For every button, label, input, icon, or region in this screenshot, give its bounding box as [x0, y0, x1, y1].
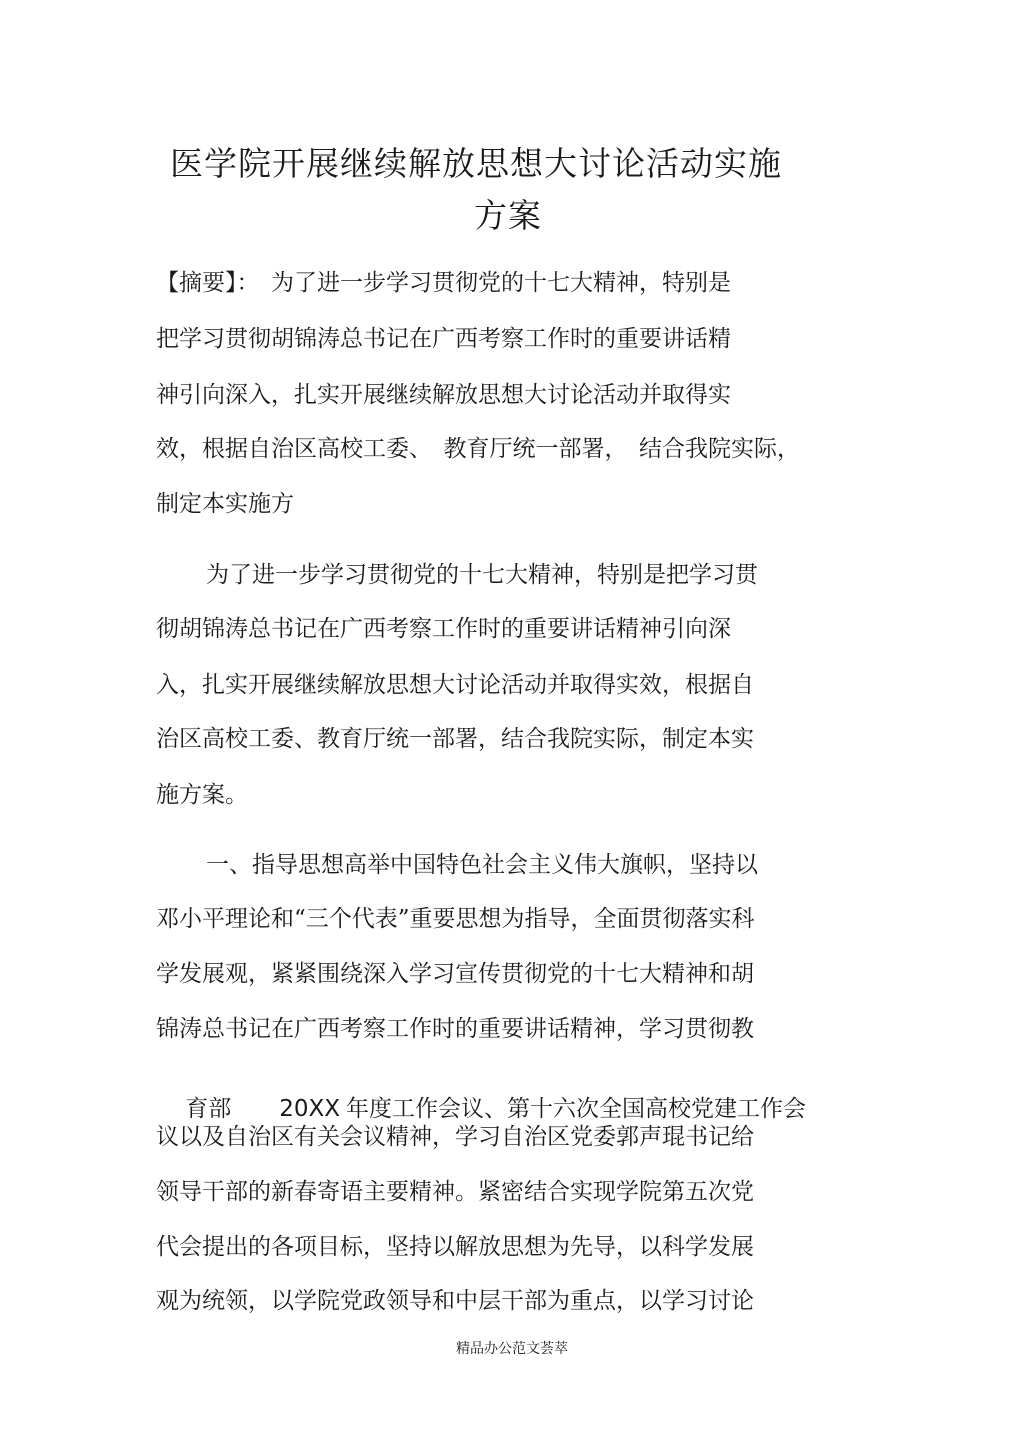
page-footer: 精品办公范文荟萃: [456, 1341, 568, 1357]
paragraph-line: 代会提出的各项目标，坚持以解放思想为先导，以科学发展: [156, 1234, 754, 1260]
paragraph-line: 议以及自治区有关会议精神，学习自治区党委郭声琨书记给: [156, 1124, 754, 1150]
abstract-line: 把学习贯彻胡锦涛总书记在广西考察工作时的重要讲话精: [156, 326, 731, 352]
paragraph-line: 入，扎实开展继续解放思想大讨论活动并取得实效，根据自: [156, 672, 754, 698]
paragraph-line: 彻胡锦涛总书记在广西考察工作时的重要讲话精神引向深: [156, 616, 731, 642]
document-title-line-1: 医学院开展继续解放思想大讨论活动实施: [170, 144, 782, 183]
paragraph-line: 为了进一步学习贯彻党的十七大精神，特别是把学习贯: [206, 562, 758, 588]
paragraph-line-rest: 年度工作会议、第十六次全国高校党建工作会: [346, 1096, 807, 1122]
paragraph-line: 领导干部的新春寄语主要精神。紧密结合实现学院第五次党: [156, 1179, 754, 1205]
paragraph-line-start: 育部: [185, 1096, 232, 1122]
paragraph-line: 施方案。: [156, 782, 248, 808]
abstract-line: 神引向深入，扎实开展继续解放思想大讨论活动并取得实: [156, 382, 731, 408]
paragraph-line: 学发展观，紧紧围绕深入学习宣传贯彻党的十七大精神和胡: [156, 961, 754, 987]
paragraph-line: 锦涛总书记在广西考察工作时的重要讲话精神，学习贯彻教: [156, 1016, 754, 1042]
abstract-line: 效，根据自治区高校工委、 教育厅统一部署， 结合我院实际，: [156, 436, 800, 462]
paragraph-line: 邓小平理论和“三个代表”重要思想为指导，全面贯彻落实科: [156, 906, 755, 932]
paragraph-line: 治区高校工委、教育厅统一部署，结合我院实际，制定本实: [156, 726, 754, 752]
paragraph-line: 观为统领，以学院党政领导和中层干部为重点，以学习讨论: [156, 1288, 754, 1314]
abstract-line: 制定本实施方: [156, 491, 294, 517]
abstract-line: 【摘要】： 为了进一步学习贯彻党的十七大精神，特别是: [156, 270, 731, 296]
paragraph-line: 一、指导思想高举中国特色社会主义伟大旗帜，坚持以: [206, 852, 758, 878]
year-placeholder: 20XX: [279, 1096, 341, 1122]
document-title-line-2: 方案: [474, 196, 542, 235]
